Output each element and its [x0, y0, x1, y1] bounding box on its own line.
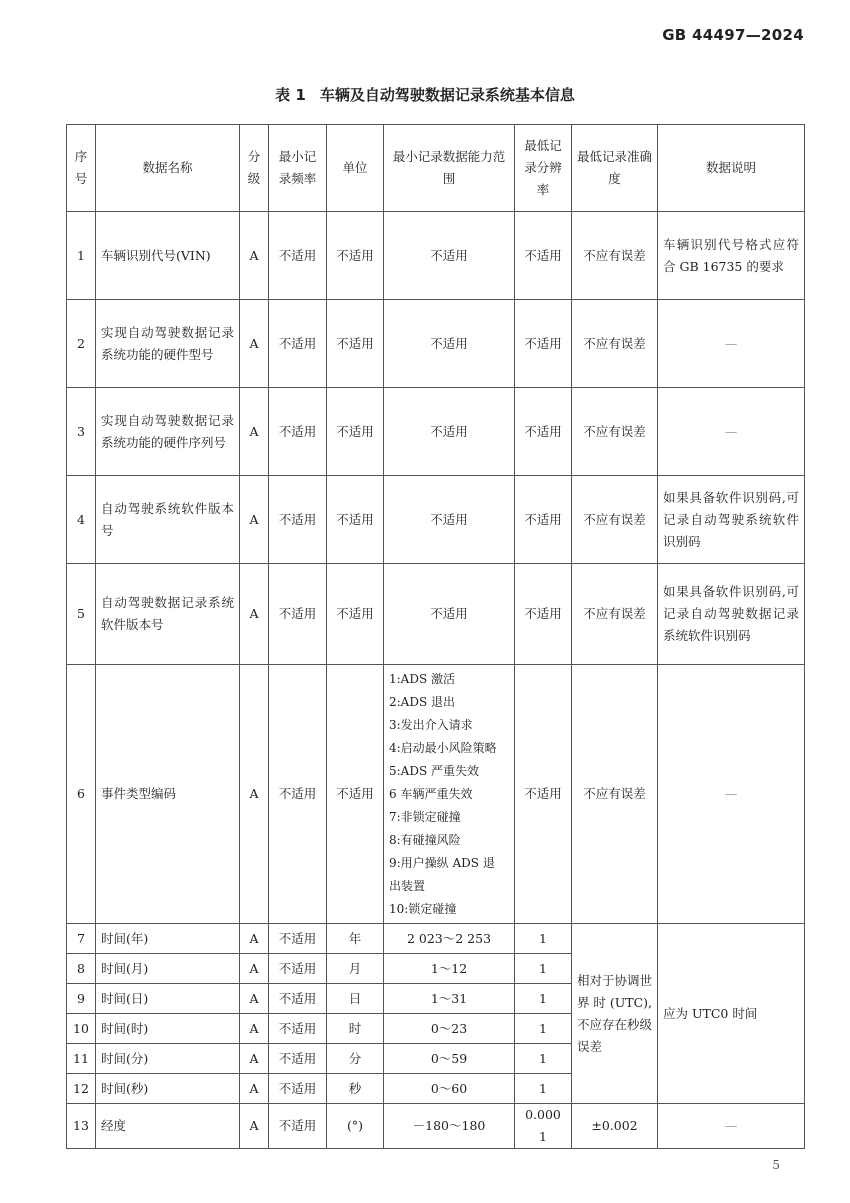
cell-range: 不适用 — [384, 300, 515, 388]
cell-name: 时间(秒) — [96, 1074, 240, 1104]
table-row — [67, 665, 805, 924]
cell-name: 自动驾驶数据记录系统软件版本号 — [96, 564, 240, 665]
cell-freq: 不适用 — [269, 924, 327, 954]
event-code-item: 7:非锁定碰撞 — [389, 809, 461, 824]
cell-unit: 分 — [327, 1044, 384, 1074]
header-name: 数据名称 — [96, 125, 240, 212]
cell-resolution: 1 — [515, 1014, 572, 1044]
cell-accuracy: 不应有误差 — [572, 300, 658, 388]
cell-freq: 不适用 — [269, 1104, 327, 1149]
cell-freq: 不适用 — [269, 1074, 327, 1104]
cell-name: 时间(月) — [96, 954, 240, 984]
time-accuracy-cell: 相对于协调世界时(UTC),不应存在秒级误差 — [572, 924, 658, 1104]
header-desc: 数据说明 — [658, 125, 805, 212]
cell-freq: 不适用 — [269, 212, 327, 300]
header-freq: 最小记录频率 — [269, 125, 327, 212]
header-level: 分级 — [240, 125, 269, 212]
cell-accuracy: 不应有误差 — [572, 388, 658, 476]
header-range: 最小记录数据能力范围 — [384, 125, 515, 212]
cell-level: A — [240, 1074, 269, 1104]
cell-level: A — [240, 954, 269, 984]
header-seq: 序号 — [67, 125, 96, 212]
event-code-item: 6 车辆严重失效 — [389, 786, 473, 801]
cell-range: 1～31 — [384, 984, 515, 1014]
cell-accuracy: ±0.002 — [572, 1104, 658, 1149]
cell-range: 不适用 — [384, 388, 515, 476]
cell-name: 自动驾驶系统软件版本号 — [96, 476, 240, 564]
cell-level: A — [240, 212, 269, 300]
cell-seq: 2 — [67, 300, 96, 388]
cell-seq: 8 — [67, 954, 96, 984]
cell-range: －180～180 — [384, 1104, 515, 1149]
table-row — [67, 1104, 805, 1149]
cell-freq: 不适用 — [269, 1014, 327, 1044]
cell-unit: (°) — [327, 1104, 384, 1149]
cell-name: 车辆识别代号(VIN) — [96, 212, 240, 300]
event-code-item: 10:锁定碰撞 — [389, 901, 457, 916]
cell-freq: 不适用 — [269, 476, 327, 564]
time-desc-cell: 应为 UTC0 时间 — [658, 924, 805, 1104]
cell-level: A — [240, 564, 269, 665]
basic-info-table — [66, 124, 805, 1149]
cell-seq: 10 — [67, 1014, 96, 1044]
cell-accuracy: 不应有误差 — [572, 476, 658, 564]
cell-seq: 5 — [67, 564, 96, 665]
cell-range: 不适用 — [384, 212, 515, 300]
cell-unit: 时 — [327, 1014, 384, 1044]
table-row — [67, 300, 805, 388]
page-number: 5 — [772, 1158, 780, 1172]
table-row — [67, 476, 805, 564]
cell-accuracy: 不应有误差 — [572, 665, 658, 924]
cell-seq: 4 — [67, 476, 96, 564]
cell-unit: 日 — [327, 984, 384, 1014]
cell-resolution: 1 — [515, 984, 572, 1014]
cell-resolution: 1 — [515, 1074, 572, 1104]
cell-seq: 7 — [67, 924, 96, 954]
cell-desc: — — [658, 665, 805, 924]
cell-desc: — — [658, 300, 805, 388]
cell-unit: 年 — [327, 924, 384, 954]
cell-name: 经度 — [96, 1104, 240, 1149]
event-code-item: 2:ADS 退出 — [389, 694, 456, 709]
cell-desc: 车辆识别代号格式应符合 GB 16735 的要求 — [658, 212, 805, 300]
cell-unit: 不适用 — [327, 212, 384, 300]
cell-name: 实现自动驾驶数据记录系统功能的硬件型号 — [96, 300, 240, 388]
table-number: 表 1 — [275, 86, 306, 104]
event-code-item: 5:ADS 严重失效 — [389, 763, 480, 778]
header-accuracy: 最低记录准确度 — [572, 125, 658, 212]
cell-seq: 6 — [67, 665, 96, 924]
cell-level: A — [240, 1014, 269, 1044]
cell-desc: 如果具备软件识别码,可记录自动驾驶数据记录系统软件识别码 — [658, 564, 805, 665]
cell-freq: 不适用 — [269, 1044, 327, 1074]
cell-seq: 9 — [67, 984, 96, 1014]
cell-range: 2 023～2 253 — [384, 924, 515, 954]
cell-unit: 不适用 — [327, 300, 384, 388]
header-unit: 单位 — [327, 125, 384, 212]
cell-resolution: 1 — [515, 924, 572, 954]
event-code-list — [384, 665, 515, 924]
cell-freq: 不适用 — [269, 954, 327, 984]
cell-resolution: 不适用 — [515, 564, 572, 665]
header-row — [67, 125, 805, 212]
cell-accuracy: 不应有误差 — [572, 564, 658, 665]
cell-range: 不适用 — [384, 476, 515, 564]
cell-range: 不适用 — [384, 564, 515, 665]
cell-unit: 不适用 — [327, 476, 384, 564]
cell-seq: 12 — [67, 1074, 96, 1104]
event-code-item: 4:启动最小风险策略 — [389, 740, 497, 755]
cell-unit: 秒 — [327, 1074, 384, 1104]
cell-seq: 1 — [67, 212, 96, 300]
cell-level: A — [240, 388, 269, 476]
cell-name: 实现自动驾驶数据记录系统功能的硬件序列号 — [96, 388, 240, 476]
cell-freq: 不适用 — [269, 388, 327, 476]
standard-code: GB 44497—2024 — [662, 26, 804, 44]
cell-resolution: 1 — [515, 1044, 572, 1074]
cell-range: 1～12 — [384, 954, 515, 984]
cell-unit: 月 — [327, 954, 384, 984]
event-code-item: 3:发出介入请求 — [389, 717, 473, 732]
cell-level: A — [240, 476, 269, 564]
cell-level: A — [240, 924, 269, 954]
cell-unit: 不适用 — [327, 388, 384, 476]
event-code-item: 9:用户操纵 ADS 退 — [389, 855, 495, 870]
cell-accuracy: 不应有误差 — [572, 212, 658, 300]
cell-resolution: 1 — [515, 954, 572, 984]
cell-resolution: 不适用 — [515, 212, 572, 300]
cell-resolution: 0.000 1 — [515, 1104, 572, 1149]
cell-level: A — [240, 984, 269, 1014]
event-code-item: 8:有碰撞风险 — [389, 832, 461, 847]
cell-level: A — [240, 1104, 269, 1149]
cell-name: 时间(日) — [96, 984, 240, 1014]
cell-freq: 不适用 — [269, 665, 327, 924]
cell-resolution: 不适用 — [515, 388, 572, 476]
cell-name: 事件类型编码 — [96, 665, 240, 924]
cell-level: A — [240, 1044, 269, 1074]
cell-name: 时间(年) — [96, 924, 240, 954]
cell-range: 0～23 — [384, 1014, 515, 1044]
event-code-item: 出装置 — [389, 878, 426, 893]
table-row — [67, 388, 805, 476]
cell-unit: 不适用 — [327, 665, 384, 924]
cell-level: A — [240, 300, 269, 388]
cell-seq: 11 — [67, 1044, 96, 1074]
cell-name: 时间(分) — [96, 1044, 240, 1074]
cell-range: 0～60 — [384, 1074, 515, 1104]
event-code-item: 1:ADS 激活 — [389, 671, 456, 686]
cell-level: A — [240, 665, 269, 924]
cell-freq: 不适用 — [269, 300, 327, 388]
cell-seq: 3 — [67, 388, 96, 476]
cell-desc: — — [658, 1104, 805, 1149]
cell-name: 时间(时) — [96, 1014, 240, 1044]
cell-freq: 不适用 — [269, 984, 327, 1014]
table-row — [67, 924, 805, 954]
cell-resolution: 不适用 — [515, 300, 572, 388]
cell-resolution: 不适用 — [515, 476, 572, 564]
cell-desc: — — [658, 388, 805, 476]
table-title: 车辆及自动驾驶数据记录系统基本信息 — [319, 86, 575, 104]
cell-freq: 不适用 — [269, 564, 327, 665]
table-caption — [0, 84, 850, 105]
cell-seq: 13 — [67, 1104, 96, 1149]
table-row — [67, 564, 805, 665]
table-row — [67, 212, 805, 300]
cell-range: 0～59 — [384, 1044, 515, 1074]
cell-unit: 不适用 — [327, 564, 384, 665]
cell-desc: 如果具备软件识别码,可记录自动驾驶系统软件识别码 — [658, 476, 805, 564]
header-resolution: 最低记录分辨率 — [515, 125, 572, 212]
cell-resolution: 不适用 — [515, 665, 572, 924]
